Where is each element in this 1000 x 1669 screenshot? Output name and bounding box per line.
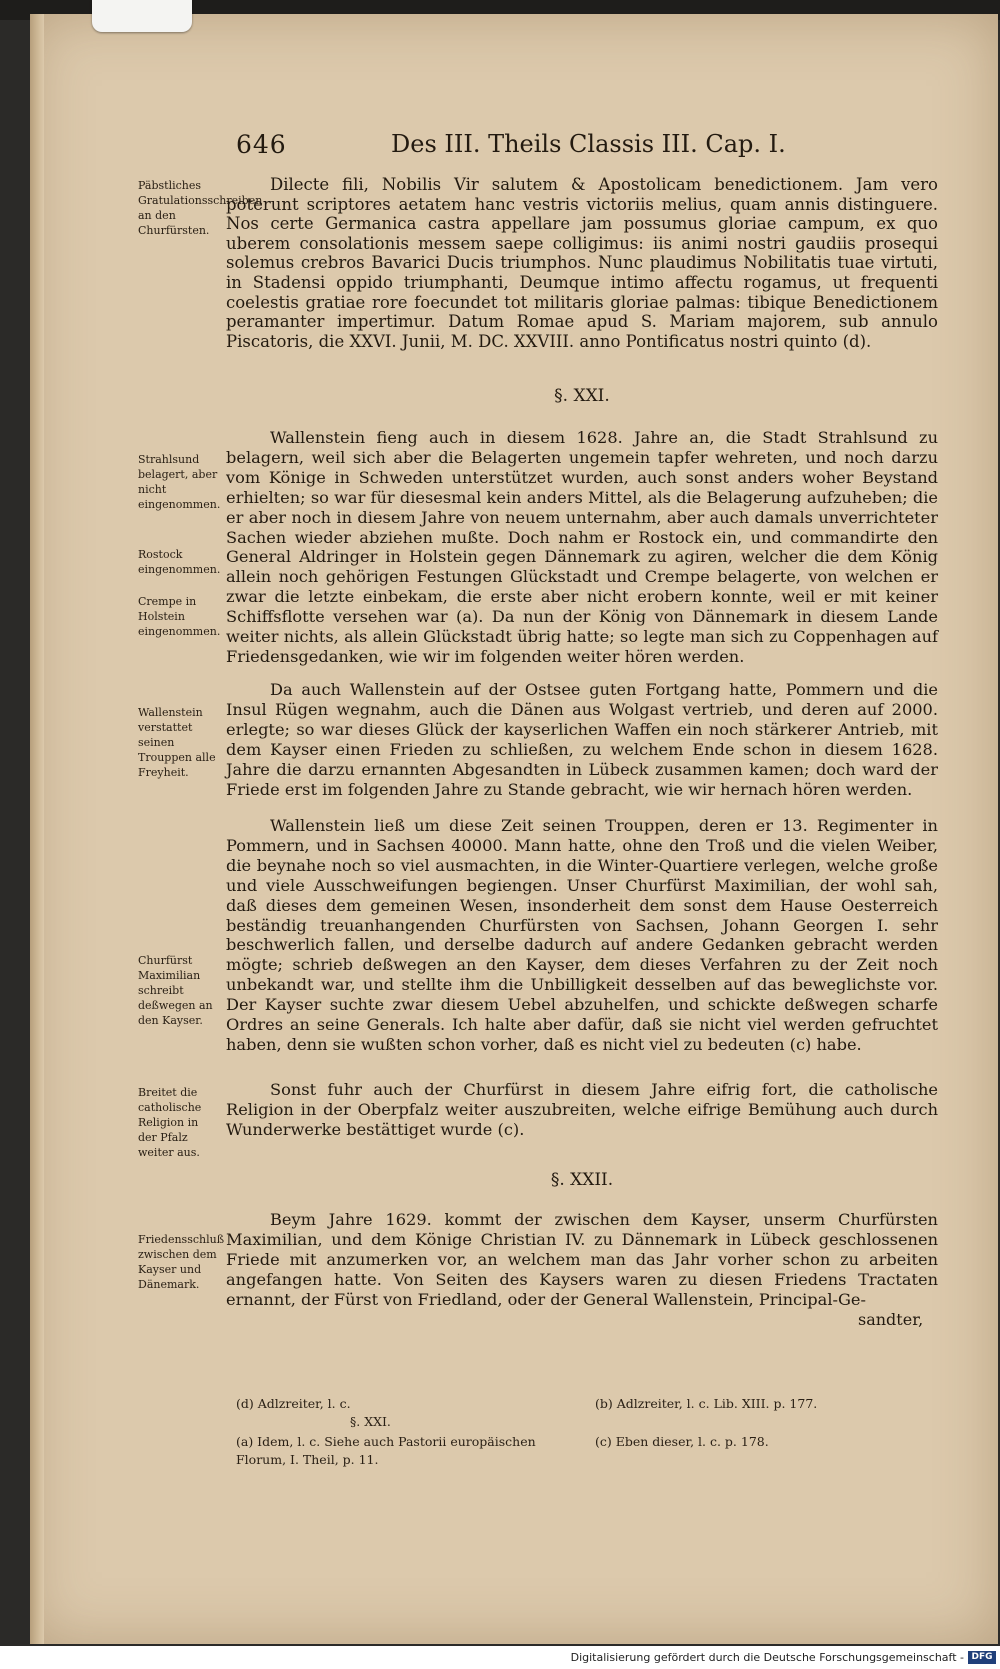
sidenote-peace-treaty: Friedensschluß zwischen dem Kayser und Dänemark. [138, 1233, 225, 1291]
sidenote-papal-letter: Päbstliches Gratulationsschreiben an den Churfürsten. [138, 179, 263, 237]
footer-credit-bar [0, 1646, 1000, 1669]
footnote-d: (d) Adlzreiter, l. c. [236, 1396, 351, 1411]
footnote-a: (a) Idem, l. c. Siehe auch Pastorii europäischen Florum, I. Theil, p. 11. [236, 1434, 536, 1467]
sidenote-stralsund: Strahlsund belagert, aber nicht eingenommen. [138, 453, 221, 511]
sidenote-troop-freedom: Wallenstein verstattet seinen Trouppen alle Freyheit. [138, 706, 216, 779]
footnote-b: (b) Adlzreiter, l. c. Lib. XIII. p. 177. [595, 1396, 818, 1411]
page-number: 646 [236, 130, 287, 159]
section-heading-22: §. XXII. [550, 1170, 614, 1190]
scan-tab [92, 0, 192, 32]
sidenote-religion: Breitet die catholische Religion in der Pfalz weiter aus. [138, 1086, 202, 1159]
catchword: sandter, [858, 1310, 924, 1329]
footnote-section-ref: §. XXI. [350, 1414, 391, 1429]
sidenote-rostock: Rostock eingenommen. [138, 548, 221, 576]
funding-credit: Digitalisierung gefördert durch die Deutsche Forschungsgemeinschaft - [570, 1651, 964, 1664]
paragraph-ostsee: Da auch Wallenstein auf der Ostsee guten Fortgang hatte, Pommern und die Insul Rügen wegnahm, auch die Dänen aus Wolgast vertrieb, und deren auf 2000. erlegte; so war dieses Glück der kayserlichen Waffen ein noch stärkerer Antrieb, mit dem Kayser einen Frieden zu schließen, zu welchem Ende schon in diesem 1628. Jahre die darzu ernannten Abgesandten in Lübeck zusammen kamen; doch ward der Friede erst im folgenden Jahre zu Stande gebracht, wie wir hernach hören werden. [226, 680, 938, 799]
sidenote-crempe: Crempe in Holstein eingenommen. [138, 595, 221, 638]
sidenote-maximilian-letter: Churfürst Maximilian schreibt deßwegen an den Kayser. [138, 954, 213, 1027]
footnote-c: (c) Eben dieser, l. c. p. 178. [595, 1434, 769, 1449]
page-gutter [30, 14, 44, 1644]
paragraph-stralsund: Wallenstein fieng auch in diesem 1628. Jahre an, die Stadt Strahlsund zu belagern, weil sich aber die Belagerten ungemein tapfer wehreten, und noch darzu vom Könige in Schweden unterstützet wurden, auch sonst anders woher Beystand erhielten; so war für diesesmal kein anders Mittel, als die Belagerung aufzuheben; die er aber noch in diesem Jahre von neuem unternahm, aber auch damals unverrichteter Sachen wieder abziehen mußte. Doch nahm er Rostock ein, und commandirte den General Aldringer in Holstein gegen Dännemark zu agiren, welcher die dem König allein noch gehörigen Festungen Glückstadt und Crempe belagerte, von welchen er zwar die letzte einbekam, die erste aber nicht erobern konnte, weil er mit keiner Schiffsflotte versehen war (a). Da nun der König von Dännemark in diesem Lande weiter nichts, als allein Glückstadt übrig hatte; so legte man sich zu Coppenhagen auf Friedensgedanken, wie wir im folgenden weiter hören werden. [226, 428, 938, 666]
running-head: Des III. Theils Classis III. Cap. I. [391, 130, 786, 158]
section-heading-21: §. XXI. [554, 386, 610, 406]
paragraph-peace: Beym Jahre 1629. kommt der zwischen dem Kayser, unserm Churfürsten Maximilian, und dem Könige Christian IV. zu Dännemark in Lübeck geschlossenen Friede mit anzumerken vor, an welchem man das Jahr vorher schon zu arbeiten angefangen hatte. Von Seiten des Kaysers waren zu diesen Friedens Tractaten ernannt, der Fürst von Friedland, oder der General Wallenstein, Principal-Ge- [226, 1210, 938, 1309]
dfg-logo-icon: DFG [968, 1651, 996, 1664]
latin-letter-paragraph: Dilecte fili, Nobilis Vir salutem & Apostolicam benedictionem. Jam vero poterunt scriptores aetatem hanc vestris victoriis melius, quam annis distinguere. Nos certe Germanica castra appellare jam possumus gloriae campum, ex quo uberem consolationis messem saepe colligimus: iis animi nostri gaudiis prosequi solemus crebros Bavarici Ducis triumphos. Nunc plaudimus Nobilitatis tuae virtuti, in Stadensi oppido triumphanti, Deumque intimo affectu rogamus, ut frequenti coelestis gratiae rore foecundet tot militaris gloriae palmas: tibique Benedictionem peramanter impertimur. Datum Romae apud S. Mariam majorem, sub annulo Piscatoris, die XXVI. Junii, M. DC. XXVIII. anno Pontificatus nostri quinto (d). [226, 175, 938, 351]
page-header [236, 130, 936, 166]
paragraph-religion: Sonst fuhr auch der Churfürst in diesem Jahre eifrig fort, die catholische Religion in der Oberpfalz weiter auszubreiten, welche eifrige Bemühung auch durch Wunderwerke bestättiget wurde (c). [226, 1080, 938, 1139]
paragraph-troops: Wallenstein ließ um diese Zeit seinen Trouppen, deren er 13. Regimenter in Pommern, und in Sachsen 40000. Mann hatte, ohne den Troß und die vielen Weiber, die beynahe noch so viel ausmachten, in die Winter-Quartiere verlegen, welche große und viele Ausschweifungen begiengen. Unser Churfürst Maximilian, der wohl sah, daß dieses dem gemeinen Wesen, insonderheit dem sonst dem Hause Oesterreich beständig treuanhangenden Churfürsten von Sachsen, Johann Georgen I. sehr beschwerlich fallen, und derselbe dadurch auf andere Gedanken gebracht werden mögte; schrieb deßwegen an den Kayser, dem dieses Verfahren zu der Zeit noch unbekandt war, und stellte ihm die Unbilligkeit desselben auf das beweglichste vor. Der Kayser suchte zwar diesem Uebel abzuhelfen, und schickte deßwegen scharfe Ordres an seine Generals. Ich halte aber dafür, daß sie nicht viel werden gefruchtet haben, denn sie wußten schon vorher, daß es nicht viel zu bedeuten (c) habe. [226, 816, 938, 1054]
